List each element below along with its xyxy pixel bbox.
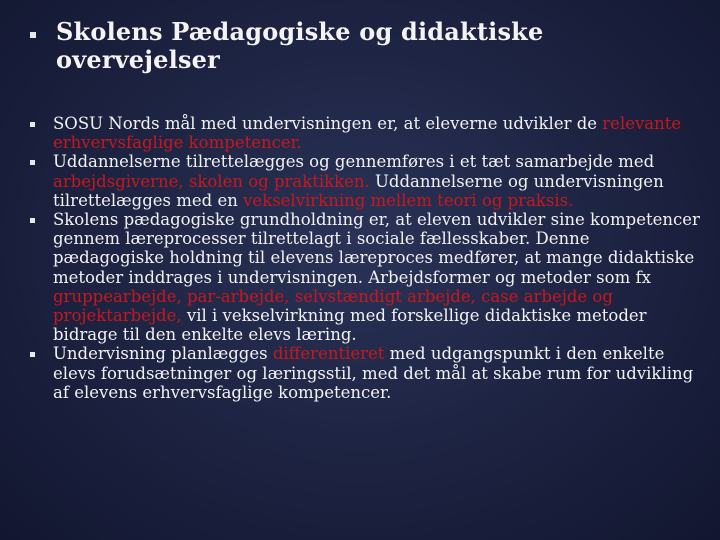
text-segment: Uddannelserne og undervisningen tilrettelægges med en <box>53 171 664 210</box>
highlight-segment: vekselvirkning mellem teori og praksis. <box>243 190 574 210</box>
title-row <box>30 18 690 74</box>
bullet-square-icon <box>30 122 35 127</box>
bullet-item-1 <box>30 114 700 152</box>
text-segment: Uddannelserne tilrettelægges og gennemføres i et tæt samarbejde med <box>53 152 655 172</box>
bullet-square-icon <box>30 352 35 357</box>
bullet-text <box>53 152 700 210</box>
bullet-item-3 <box>30 210 700 344</box>
bullet-item-2 <box>30 152 700 210</box>
bullet-list <box>30 114 700 402</box>
text-segment: SOSU Nords mål med undervisningen er, at eleverne udvikler de <box>53 114 603 133</box>
text-segment: med udgangspunkt i den enkelte elevs forudsætninger og læringsstil, med det mål at skabe rum for udvikling af elevens erhvervsfaglige kompetencer. <box>53 344 694 402</box>
bullet-text <box>53 344 700 402</box>
highlight-segment: differentieret <box>272 344 385 364</box>
highlight-segment: relevante erhvervsfaglige kompetencer. <box>53 114 682 153</box>
text-segment: vil i vekselvirkning med forskellige didaktiske metoder bidrage til den enkelte elevs læring. <box>53 306 647 345</box>
highlight-segment: gruppearbejde, par-arbejde, selvstændigt arbejde, case arbejde og projektarbejde, <box>53 286 613 326</box>
highlight-segment: arbejdsgiverne, skolen og praktikken. <box>53 171 370 191</box>
bullet-square-icon <box>30 218 35 223</box>
bullet-text <box>53 114 700 152</box>
text-segment: Undervisning planlægges <box>53 344 273 364</box>
bullet-square-icon <box>30 32 36 38</box>
bullet-square-icon <box>30 160 35 165</box>
slide-title: Skolens Pædagogiske og didaktiske overvejelser <box>56 17 544 74</box>
bullet-item-4 <box>30 344 700 402</box>
text-segment: Skolens pædagogiske grundholdning er, at eleven udvikler sine kompetencer gennem læreprocesser tilrettelagt i sociale fællesskaber. Denne pædagogiske holdning til elevens læreproces medfører, at mange didaktiske metoder inddrages i undervisningen. Arbejdsformer og metoder som fx <box>53 210 700 287</box>
bullet-text <box>53 210 700 344</box>
